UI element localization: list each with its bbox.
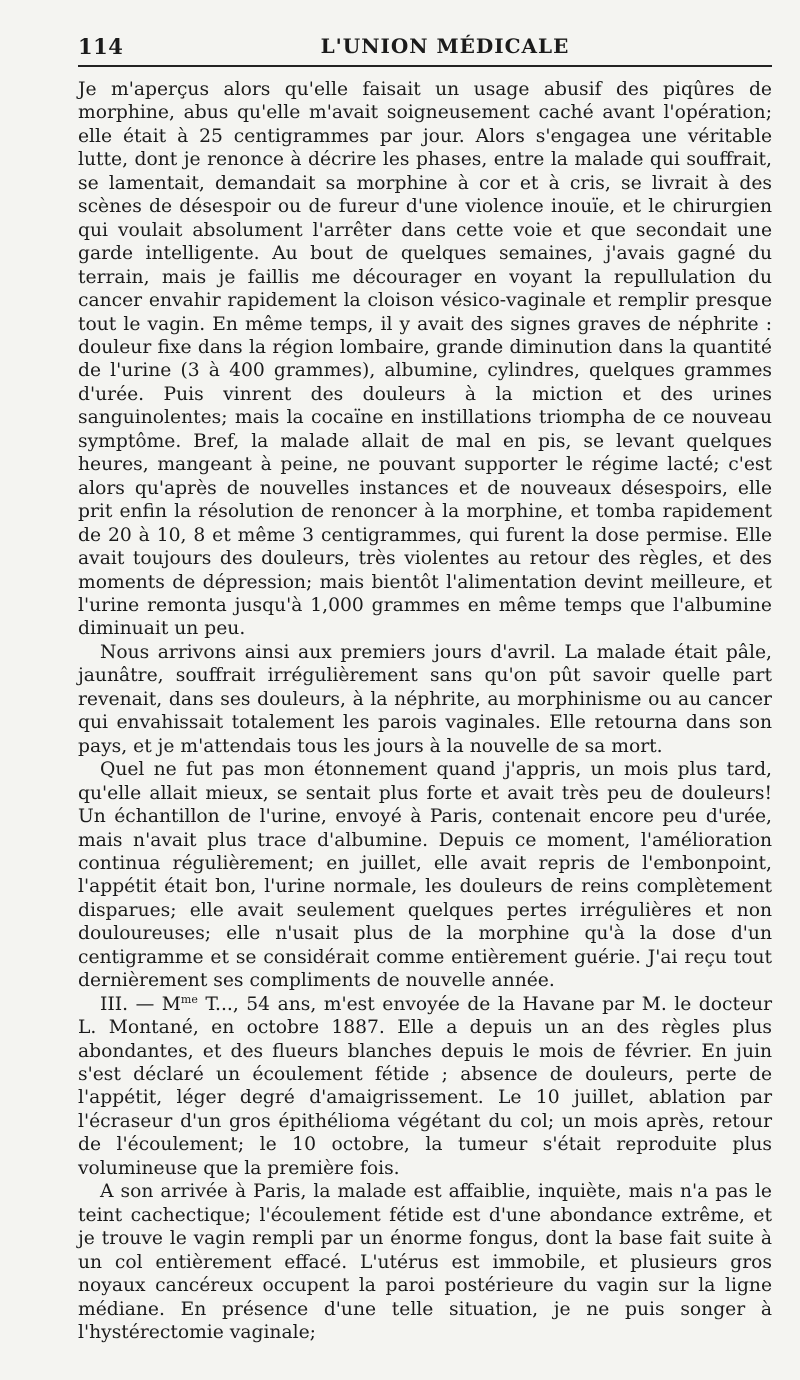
page-number: 114: [78, 34, 124, 59]
case-three-superscript: me: [180, 992, 198, 1006]
case-three-text: T..., 54 ans, m'est envoyée de la Havane par M. le docteur L. Montané, en octobre 1887. Elle a depuis un an des règles plus abondantes, et des flueurs blanches depuis le mois de février. En juin s'est déclaré un écoulement fétide ; absence de douleurs, perte de l'appétit, léger degré d'amaigrissement. Le 10 juillet, ablation par l'écraseur d'un gros épithélioma végétant du col; un mois après, retour de l'écoulement; le 10 octobre, la tumeur s'était reproduite plus volumineuse que la première fois.: [78, 993, 772, 1179]
paragraph-april: Nous arrivons ainsi aux premiers jours d'avril. La malade était pâle, jaunâtre, souffrait irrégulièrement sans qu'on pût savoir quelle part revenait, dans ses douleurs, à la néphrite, au morphinisme ou au cancer qui envahissait totalement les parois vaginales. Elle retourna dans son pays, et je m'attendais tous les jours à la nouvelle de sa mort.: [78, 641, 772, 757]
paragraph-case-three: [78, 993, 772, 1181]
header-rule: [78, 65, 772, 67]
paragraph-morphine-struggle: Je m'aperçus alors qu'elle faisait un usage abusif des piqûres de morphine, abus qu'elle m'avait soigneusement caché avant l'opération; elle était à 25 centigrammes par jour. Alors s'engagea une véritable lutte, dont je renonce à décrire les phases, entre la malade qui souffrait, se lamentait, demandait sa morphine à cor et à cris, se livrait à des scènes de désespoir ou de fureur d'une violence inouïe, et le chirurgien qui voulait absolument l'arrêter dans cette voie et que secondait une garde intelligente. Au bout de quelques semaines, j'avais gagné du terrain, mais je faillis me décourager en voyant la repullulation du cancer envahir rapidement la cloison vésico-vaginale et remplir presque tout le vagin. En même temps, il y avait des signes graves de néphrite : douleur fixe dans la région lombaire, grande diminution dans la quantité de l'urine (3 à 400 grammes), albumine, cylindres, quelques grammes d'urée. Puis vinrent des douleurs à la miction et des urines sanguinolentes; mais la cocaïne en instillations triompha de ce nouveau symptôme. Bref, la malade allait de mal en pis, se levant quelques heures, mangeant à peine, ne pouvant supporter le régime lacté; c'est alors qu'après de nouvelles instances et de nouveaux désespoirs, elle prit enfin la résolution de renoncer à la morphine, et tomba rapidement de 20 à 10, 8 et même 3 centigrammes, qui furent la dose permise. Elle avait toujours des douleurs, très violentes au retour des règles, et des moments de dépression; mais bientôt l'alimentation devint meilleure, et l'urine remonta jusqu'à 1,000 grammes en même temps que l'albumine diminuait un peu.: [78, 79, 772, 640]
paragraph-improvement: Quel ne fut pas mon étonnement quand j'appris, un mois plus tard, qu'elle allait mieux, se sentait plus forte et avait très peu de douleurs! Un échantillon de l'urine, envoyé à Paris, contenait encore peu d'urée, mais n'avait plus trace d'albumine. Depuis ce moment, l'amélioration continua régulièrement; en juillet, elle avait repris de l'embonpoint, l'appétit était bon, l'urine normale, les douleurs de reins complètement disparues; elle avait seulement quelques pertes irrégulières et non douloureuses; elle n'usait plus de la morphine qu'à la dose d'un centigramme et se considérait comme entièrement guérie. J'ai reçu tout dernièrement ses compliments de nouvelle année.: [78, 759, 772, 992]
case-three-lead: III. — M: [100, 993, 181, 1015]
paragraph-arrival-paris: A son arrivée à Paris, la malade est affaiblie, inquiète, mais n'a pas le teint cachectique; l'écoulement fétide est d'une abondance extrême, et je trouve le vagin rempli par un énorme fongus, dont la base fait suite à un col entièrement effacé. L'utérus est immobile, et plusieurs gros noyaux cancéreux occupent la paroi postérieure du vagin sur la ligne médiane. En présence d'une telle situation, je ne puis songer à l'hystérectomie vaginale;: [78, 1181, 772, 1344]
journal-title: L'UNION MÉDICALE: [320, 34, 570, 58]
page-header: [78, 30, 772, 62]
